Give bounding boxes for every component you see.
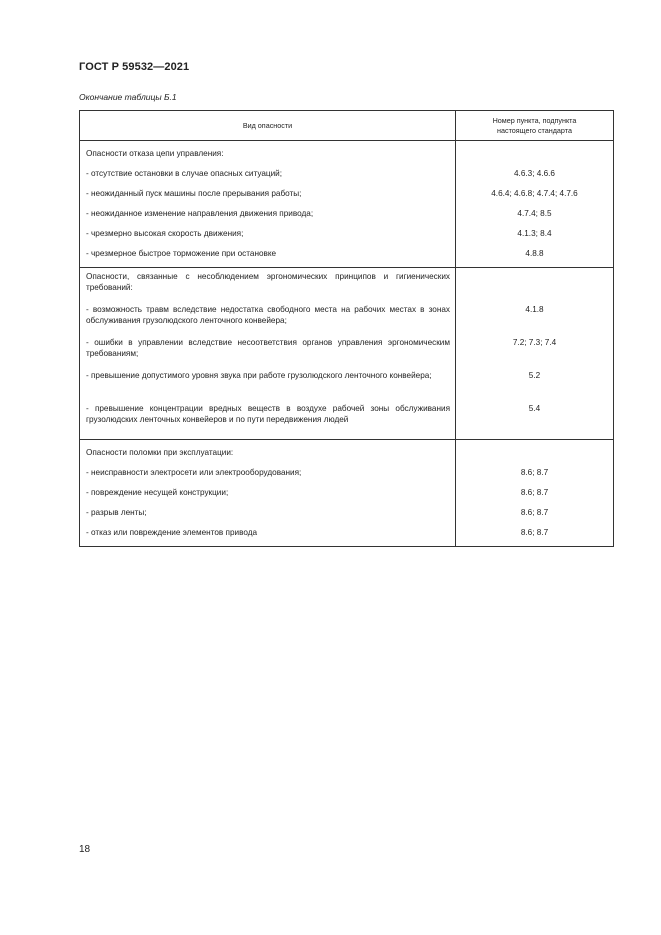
clause-ref: 8.6; 8.7 xyxy=(520,507,549,517)
hazard-cell xyxy=(80,268,456,440)
clause-ref: 8.6; 8.7 xyxy=(520,467,549,477)
page-number: 18 xyxy=(79,844,91,855)
hazard-item: - неисправности электросети или электрооборудования; xyxy=(86,467,302,477)
clause-ref: 7.2; 7.3; 7.4 xyxy=(512,338,557,347)
clause-ref: 4.7.4; 8.5 xyxy=(517,208,552,218)
hazards-table xyxy=(79,110,614,547)
hazard-item: - разрыв ленты; xyxy=(86,507,147,517)
standard-id: ГОСТ Р 59532—2021 xyxy=(79,61,190,73)
clause-ref: 4.1.3; 8.4 xyxy=(517,228,552,238)
column-header-clause-number: Номер пункта, подпункта настоящего стандарта xyxy=(456,111,614,141)
table-group xyxy=(80,268,614,440)
group-title: Опасности отказа цепи управления: xyxy=(86,148,224,158)
group-title: Опасности, связанные с несоблюдением эргономических принципов и гигиенических требований: xyxy=(86,272,450,292)
clause-ref: 8.6; 8.7 xyxy=(520,487,549,497)
clause-ref: 4.6.3; 4.6.6 xyxy=(514,168,555,178)
hazard-cell xyxy=(80,141,456,268)
table-group xyxy=(80,141,614,268)
clause-ref: 4.1.8 xyxy=(525,305,544,314)
clause-ref: 4.8.8 xyxy=(525,248,544,258)
hazard-item: - возможность травм вследствие недостатка свободного места на рабочих местах в зонах обслуживания грузолюдского ленточного конвейера; xyxy=(86,305,450,325)
hazard-item: - чрезмерное быстрое торможение при остановке xyxy=(86,248,277,258)
hazard-item: - неожиданное изменение направления движения привода; xyxy=(86,208,314,218)
hazard-item: - отсутствие остановки в случае опасных ситуаций; xyxy=(86,168,283,178)
clause-ref: 5.2 xyxy=(528,371,541,380)
hazard-cell xyxy=(80,440,456,547)
hazard-item: - неожиданный пуск машины после прерывания работы; xyxy=(86,188,302,198)
hazard-item: - отказ или повреждение элементов привода xyxy=(86,527,258,537)
column-header-hazard-type: Вид опасности xyxy=(80,111,456,141)
hazard-item: - превышение допустимого уровня звука при работе грузолюдского ленточного конвейера; xyxy=(86,371,432,380)
hazard-item: - повреждение несущей конструкции; xyxy=(86,487,229,497)
table-header-row xyxy=(80,111,614,141)
group-title: Опасности поломки при эксплуатации: xyxy=(86,447,234,457)
clause-ref: 8.6; 8.7 xyxy=(520,527,549,537)
hazard-item: - ошибки в управлении вследствие несоответствия органов управления эргономическим требованиям; xyxy=(86,338,450,358)
hazard-item: - чрезмерно высокая скорость движения; xyxy=(86,228,244,238)
table-caption: Окончание таблицы Б.1 xyxy=(79,92,177,102)
table-group xyxy=(80,440,614,547)
clause-cell xyxy=(456,268,614,440)
clause-cell xyxy=(456,440,614,547)
clause-ref: 4.6.4; 4.6.8; 4.7.4; 4.7.6 xyxy=(491,188,578,198)
clause-ref: 5.4 xyxy=(528,404,541,413)
clause-cell xyxy=(456,141,614,268)
hazard-item: - превышение концентрации вредных веществ в воздухе рабочей зоны обслуживания грузолюдских ленточных конвейеров и по пути передвижения людей xyxy=(86,404,450,424)
